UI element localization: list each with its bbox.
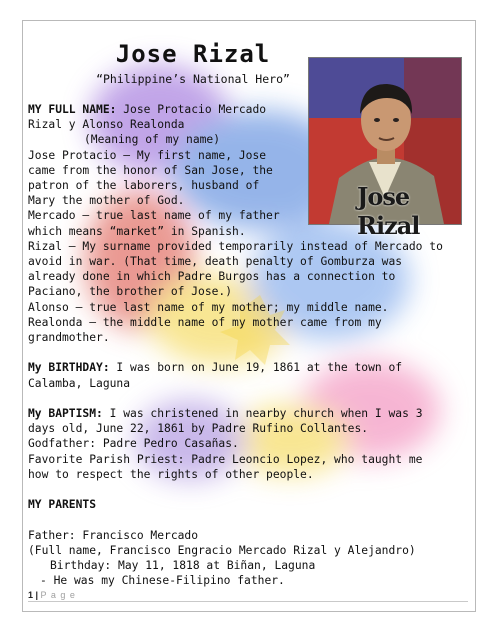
spacer <box>28 345 468 360</box>
rizal-line: avoid in war. (That time, death penalty of Gomburza was <box>28 255 403 269</box>
full-name-value: Jose Protacio Mercado <box>116 103 267 116</box>
birthday-value: I was born on June 19, 1861 at the town of <box>109 361 403 375</box>
name-meaning-heading: (Meaning of my name) <box>84 133 221 147</box>
portrait-caption: Jose Rizal <box>357 182 420 240</box>
full-name-line-2: Rizal y Alonso Realonda <box>28 118 185 132</box>
page-footer <box>28 590 76 600</box>
full-name-label: MY FULL NAME: <box>28 103 117 116</box>
father-full-name: (Full name, Francisco Engracio Mercado Rizal y Alejandro) <box>28 543 416 557</box>
rizal-line: Alonso – true last name of my mother; my middle name. <box>28 300 389 314</box>
spacer <box>28 482 468 497</box>
footer-separator: | <box>33 590 41 600</box>
father-birthday: Birthday: May 11, 1818 at Biñan, Laguna <box>50 559 316 573</box>
birthday-line-2: Calamba, Laguna <box>28 376 131 390</box>
spacer <box>28 391 468 406</box>
father-note: - He was my Chinese-Filipino father. <box>40 574 285 588</box>
footer-page-number: 1 <box>28 590 34 600</box>
name-line: Jose Protacio – My first name, Jose <box>28 148 267 162</box>
page-title: Jose Rizal <box>115 40 271 68</box>
name-line: Mary the mother of God. <box>28 194 185 208</box>
name-line: which means “market” in Spanish. <box>28 224 246 238</box>
name-line: came from the honor of San Jose, the <box>28 163 273 177</box>
spacer <box>28 512 468 527</box>
birthday-label: My BIRTHDAY: <box>28 361 110 375</box>
rizal-line: already done in which Padre Burgos has a connection to <box>28 270 396 284</box>
baptism-label: My BAPTISM: <box>28 407 103 421</box>
baptism-line-1 <box>28 406 468 421</box>
father-name: Father: Francisco Mercado <box>28 528 199 542</box>
baptism-line: how to respect the rights of other people. <box>28 467 314 481</box>
baptism-value: I was christened in nearby church when I was 3 <box>102 407 423 421</box>
name-line: patron of the laborers, husband of <box>28 179 260 193</box>
full-name-line-1 <box>28 102 308 117</box>
rizal-line: Realonda – the middle name of my mother came from my <box>28 315 382 329</box>
footer-rule <box>28 601 468 602</box>
birthday-line-1 <box>28 360 468 375</box>
rizal-line: grandmother. <box>28 331 110 345</box>
rizal-line: Paciano, the brother of Jose.) <box>28 285 233 299</box>
parents-heading: MY PARENTS <box>28 498 97 512</box>
name-line: Mercado – true last name of my father <box>28 209 280 223</box>
baptism-line: Favorite Parish Priest: Padre Leoncio Lopez, who taught me <box>28 452 423 466</box>
baptism-line: Godfather: Padre Pedro Casañas. <box>28 437 239 451</box>
page-subtitle: “Philippine’s National Hero” <box>96 72 290 86</box>
document-body <box>28 102 468 588</box>
rizal-line: Rizal – My surname provided temporarily instead of Mercado to <box>28 239 443 253</box>
baptism-line: days old, June 22, 1861 by Padre Rufino Collantes. <box>28 422 369 436</box>
footer-page-word: P a g e <box>40 590 76 600</box>
